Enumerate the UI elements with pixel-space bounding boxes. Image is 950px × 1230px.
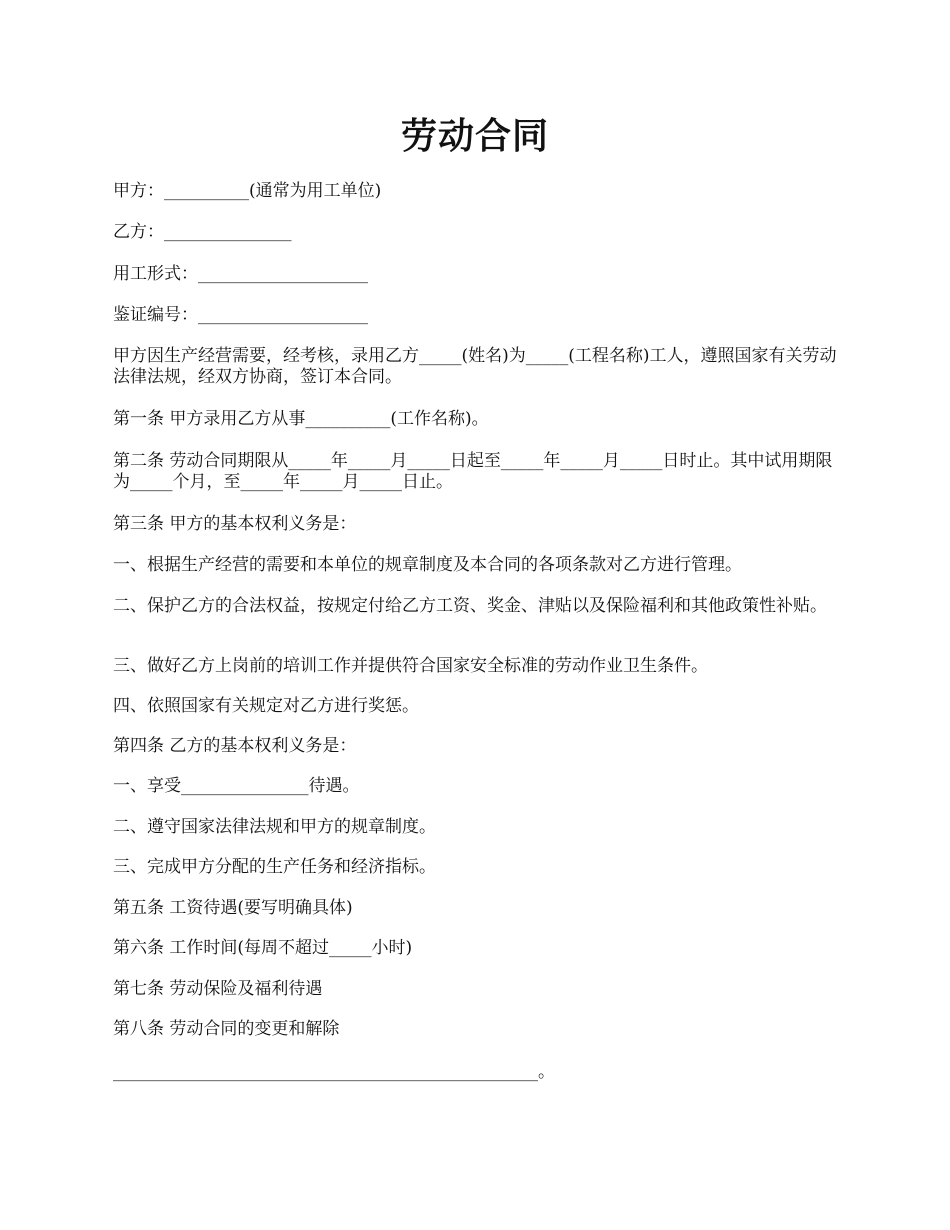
article-1: 第一条 甲方录用乙方从事__________(工作名称)。 <box>113 409 489 429</box>
article-6: 第六条 工作时间(每周不超过_____小时) <box>113 938 413 958</box>
party-b-line: 乙方：_______________ <box>113 222 292 242</box>
employment-form-line: 用工形式：____________________ <box>113 264 368 284</box>
verification-number-line: 鉴证编号：____________________ <box>113 305 368 325</box>
article-3-item-4: 四、依照国家有关规定对乙方进行奖惩。 <box>113 696 419 716</box>
closing-blank-line: __________________________________________________。 <box>113 1062 555 1082</box>
article-2: 第二条 劳动合同期限从_____年_____月_____日起至_____年_____月_____日时止。其中试用期限为_____个月，至_____年_____月_____日止。 <box>113 451 833 492</box>
article-5: 第五条 工资待遇(要写明确具体) <box>113 898 353 918</box>
article-3-heading: 第三条 甲方的基本权利义务是： <box>113 514 357 534</box>
article-3-item-2: 二、保护乙方的合法权益，按规定付给乙方工资、奖金、津贴以及保险福利和其他政策性补贴。 <box>113 596 827 616</box>
article-4-item-1: 一、享受_______________待遇。 <box>113 776 360 796</box>
party-a-line: 甲方：__________(通常为用工单位) <box>113 181 382 201</box>
article-7: 第七条 劳动保险及福利待遇 <box>113 979 323 999</box>
article-4-heading: 第四条 乙方的基本权利义务是： <box>113 736 357 756</box>
article-3-item-3: 三、做好乙方上岗前的培训工作并提供符合国家安全标准的劳动作业卫生条件。 <box>113 656 708 676</box>
article-3-item-1: 一、根据生产经营的需要和本单位的规章制度及本合同的各项条款对乙方进行管理。 <box>113 555 742 575</box>
document-title: 劳动合同 <box>400 115 549 157</box>
article-4-item-3: 三、完成甲方分配的生产任务和经济指标。 <box>113 857 436 877</box>
article-8: 第八条 劳动合同的变更和解除 <box>113 1019 340 1039</box>
article-4-item-2: 二、遵守国家法律法规和甲方的规章制度。 <box>113 817 436 837</box>
preamble-paragraph: 甲方因生产经营需要，经考核，录用乙方_____(姓名)为_____(工程名称)工人，遵照国家有关劳动法律法规，经双方协商，签订本合同。 <box>113 346 837 387</box>
